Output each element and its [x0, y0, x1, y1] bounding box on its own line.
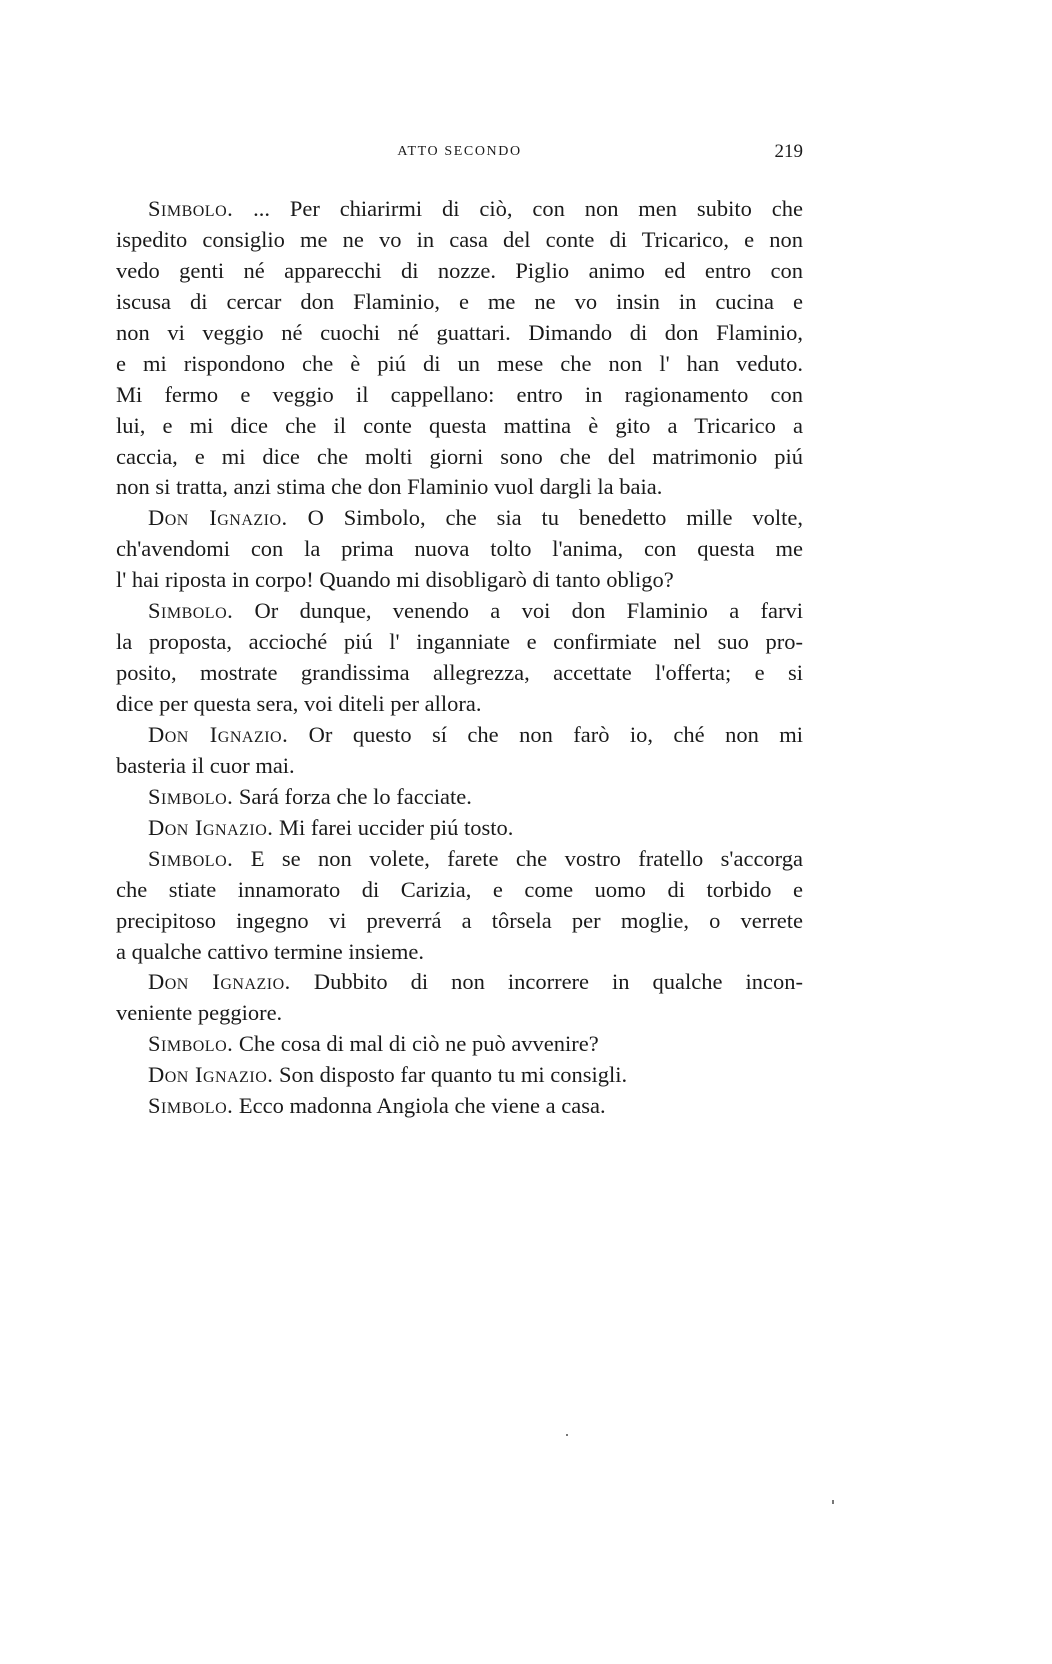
line-text: E se non volete, farete che vostro fratello s'accorga [233, 845, 803, 871]
line-text: vedo genti né apparecchi di nozze. Piglio animo ed entro con [116, 257, 803, 283]
line-text: basteria il cuor mai. [116, 752, 295, 778]
speech-line-with-speaker [116, 503, 803, 534]
speaker-name: Simbolo. [148, 845, 234, 871]
text-line [116, 256, 803, 287]
speaker-name: Don Ignazio. [148, 721, 289, 747]
speech-line-with-speaker [116, 967, 803, 998]
speaker-name: Simbolo. [148, 598, 234, 624]
line-text: posito, mostrate grandissima allegrezza, accettate l'offerta; e si [116, 660, 803, 686]
line-text: O Simbolo, che sia tu benedetto mille volte, [287, 505, 803, 531]
speech-line-with-speaker [116, 782, 803, 813]
text-line [116, 225, 803, 256]
text-line [116, 998, 803, 1029]
page-number: 219 [774, 141, 803, 162]
text-line [116, 627, 803, 658]
text-line [116, 442, 803, 473]
line-text: la proposta, accioché piú l' inganniate e confirmiate nel suo pro- [116, 629, 803, 655]
text-line [116, 751, 803, 782]
text-line [116, 875, 803, 906]
speaker-name: Don Ignazio. [148, 814, 274, 840]
text-line [116, 411, 803, 442]
line-text: l' hai riposta in corpo! Quando mi disobligarò di tanto obligo? [116, 567, 674, 593]
line-text: Mi fermo e veggio il cappellano: entro in ragionamento con [116, 381, 803, 407]
scan-speck [566, 1434, 568, 1436]
line-text: e mi rispondono che è piú di un mese che non l' han veduto. [116, 350, 803, 376]
speech-line-with-speaker [116, 1091, 803, 1122]
text-line [116, 689, 803, 720]
line-text: non vi veggio né cuochi né guattari. Dimando di don Flaminio, [116, 319, 803, 345]
line-text: iscusa di cercar don Flaminio, e me ne vo insin in cucina e [116, 288, 803, 314]
speaker-name: Simbolo. [148, 196, 234, 221]
speaker-name: Don Ignazio. [148, 969, 291, 995]
line-text: che stiate innamorato di Carizia, e come uomo di torbido e [116, 876, 803, 902]
speech-line-with-speaker [116, 596, 803, 627]
running-head-title: ATTO SECONDO [397, 144, 522, 159]
line-text: Sará forza che lo facciate. [233, 783, 472, 809]
speaker-name: Simbolo. [148, 1093, 234, 1119]
line-text: ch'avendomi con la prima nuova tolto l'anima, con questa me [116, 536, 803, 562]
line-text: non si tratta, anzi stima che don Flaminio vuol dargli la baia. [116, 474, 663, 500]
speech-line-with-speaker [116, 813, 803, 844]
text-line [116, 534, 803, 565]
line-text: caccia, e mi dice che molti giorni sono che del matrimonio piú [116, 443, 803, 469]
speech-line-with-speaker [116, 844, 803, 875]
play-text [116, 194, 803, 1122]
line-text: ispedito consiglio me ne vo in casa del conte di Tricarico, e non [116, 226, 803, 252]
line-text: dice per questa sera, voi diteli per allora. [116, 691, 482, 716]
line-text: Mi farei uccider piú tosto. [273, 814, 514, 840]
text-line [116, 937, 803, 968]
running-head [116, 141, 803, 166]
text-line [116, 472, 803, 503]
text-line [116, 349, 803, 380]
line-text: precipitoso ingegno vi preverrá a tôrsela per moglie, o verrete [116, 907, 803, 933]
scan-speck [832, 1500, 834, 1504]
speaker-name: Simbolo. [148, 783, 234, 809]
line-text: ... Per chiarirmi di ciò, con non men subito che [233, 196, 803, 221]
line-text: lui, e mi dice che il conte questa mattina è gito a Tricarico a [116, 412, 803, 438]
text-line [116, 906, 803, 937]
line-text: Ecco madonna Angiola che viene a casa. [233, 1093, 606, 1119]
line-text: veniente peggiore. [116, 1000, 283, 1026]
text-line [116, 658, 803, 689]
text-line [116, 287, 803, 318]
text-line [116, 565, 803, 596]
line-text: Dubbito di non incorrere in qualche incon- [290, 969, 804, 995]
line-text: Che cosa di mal di ciò ne può avvenire? [233, 1031, 599, 1057]
line-text: Or dunque, venendo a voi don Flaminio a farvi [233, 598, 803, 624]
speech-line-with-speaker [116, 720, 803, 751]
speaker-name: Simbolo. [148, 1031, 234, 1057]
line-text: a qualche cattivo termine insieme. [116, 938, 425, 964]
speech-line-with-speaker [116, 194, 803, 225]
speech-line-with-speaker [116, 1029, 803, 1060]
speaker-name: Don Ignazio. [148, 505, 288, 531]
text-line [116, 380, 803, 411]
speaker-name: Don Ignazio. [148, 1062, 274, 1088]
speech-line-with-speaker [116, 1060, 803, 1091]
line-text: Son disposto far quanto tu mi consigli. [273, 1062, 628, 1088]
line-text: Or questo sí che non farò io, ché non mi [288, 721, 804, 747]
text-line [116, 318, 803, 349]
